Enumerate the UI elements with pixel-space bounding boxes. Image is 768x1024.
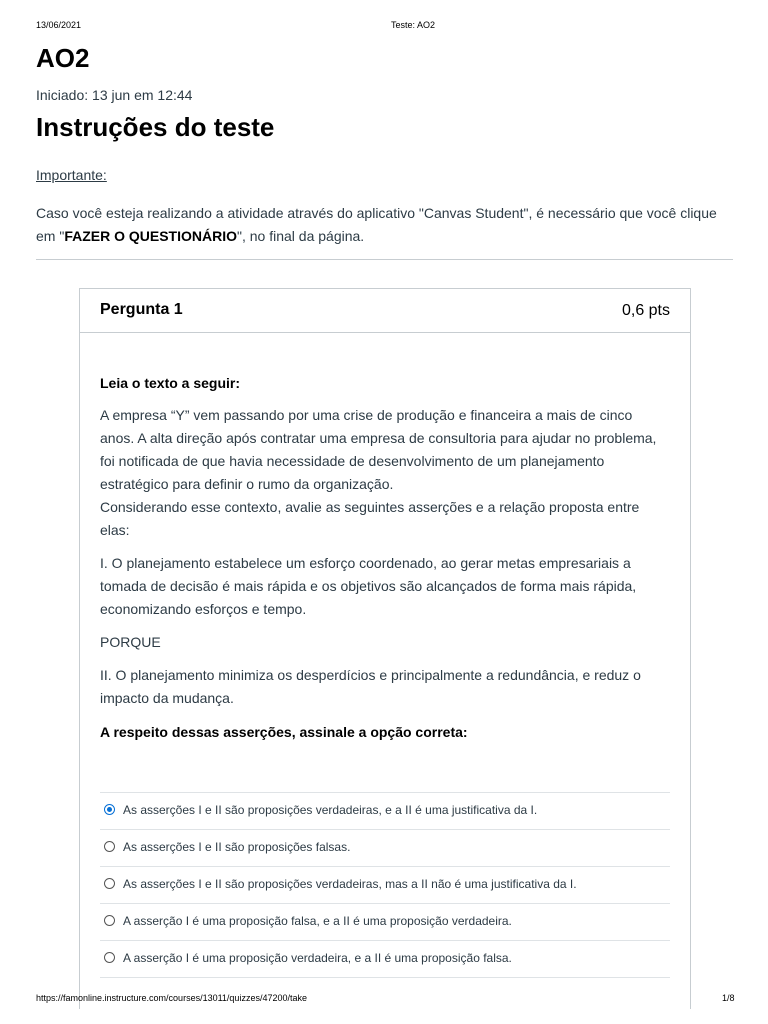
instructions-part2: ", no final da página. bbox=[237, 228, 365, 244]
question-body bbox=[80, 372, 690, 744]
answer-option[interactable] bbox=[100, 941, 670, 978]
print-url[interactable]: https://famonline.instructure.com/courses/13011/quizzes/47200/take bbox=[36, 993, 307, 1003]
answer-option[interactable] bbox=[100, 793, 670, 830]
instructions-part1: Caso você esteja realizando a atividade através do aplicativo "Canvas Student", é necessário que você clique em " bbox=[36, 205, 717, 244]
answer-label: As asserções I e II são proposições falsas. bbox=[123, 840, 351, 854]
question-paragraph bbox=[100, 404, 670, 542]
important-label: Importante: bbox=[36, 167, 107, 183]
radio-icon[interactable] bbox=[104, 952, 115, 963]
radio-selected-icon[interactable] bbox=[104, 804, 115, 815]
question-points: 0,6 pts bbox=[621, 302, 670, 319]
divider bbox=[36, 259, 733, 260]
answer-label: A asserção I é uma proposição falsa, e a II é uma proposição verdadeira. bbox=[123, 914, 512, 928]
question-header bbox=[80, 289, 690, 333]
answer-option[interactable] bbox=[100, 867, 670, 904]
quiz-title: AO2 bbox=[36, 43, 90, 73]
instructions-text bbox=[36, 202, 733, 248]
question-paragraph-1: A empresa “Y” vem passando por uma crise de produção e financeira a mais de cinco anos. A alta direção após contratar uma empresa de consultoria para ajudar no problema, foi notificada de que havia necessidade de desenvolvimento de um planejamento estratégico para definir o rumo da organização. bbox=[100, 407, 657, 492]
radio-icon[interactable] bbox=[104, 915, 115, 926]
started-time: Iniciado: 13 jun em 12:44 bbox=[36, 87, 193, 103]
print-page-number: 1/8 bbox=[722, 993, 735, 1003]
print-date: 13/06/2021 bbox=[36, 20, 82, 30]
question-lead: Leia o texto a seguir: bbox=[100, 375, 241, 391]
instructions-bold: FAZER O QUESTIONÁRIO bbox=[64, 228, 237, 244]
print-title: Teste: AO2 bbox=[391, 20, 436, 30]
answer-label: As asserções I e II são proposições verdadeiras, e a II é uma justificativa da I. bbox=[123, 803, 538, 817]
question-card bbox=[79, 288, 691, 1009]
instructions-title: Instruções do teste bbox=[36, 112, 275, 142]
question-name: Pergunta 1 bbox=[100, 301, 183, 318]
assertion-2: II. O planejamento minimiza os desperdícios e principalmente a redundância, e reduz o impacto da mudança. bbox=[100, 667, 641, 706]
answer-option[interactable] bbox=[100, 830, 670, 867]
answer-list bbox=[100, 792, 670, 978]
radio-icon[interactable] bbox=[104, 841, 115, 852]
assertion-1: I. O planejamento estabelece um esforço coordenado, ao gerar metas empresariais a tomada de decisão é mais rápida e os objetivos são alcançados de forma mais rápida, economizando esforços e tempo. bbox=[100, 555, 637, 617]
answer-option[interactable] bbox=[100, 904, 670, 941]
answer-label: A asserção I é uma proposição verdadeira, e a II é uma proposição falsa. bbox=[123, 951, 512, 965]
quiz-header bbox=[36, 40, 733, 268]
radio-icon[interactable] bbox=[104, 878, 115, 889]
porque-label: PORQUE bbox=[100, 634, 161, 650]
answer-label: As asserções I e II são proposições verdadeiras, mas a II não é uma justificativa da I. bbox=[123, 877, 577, 891]
question-paragraph-1b: Considerando esse contexto, avalie as seguintes asserções e a relação proposta entre elas: bbox=[100, 499, 640, 538]
question-ask: A respeito dessas asserções, assinale a opção correta: bbox=[100, 724, 468, 740]
